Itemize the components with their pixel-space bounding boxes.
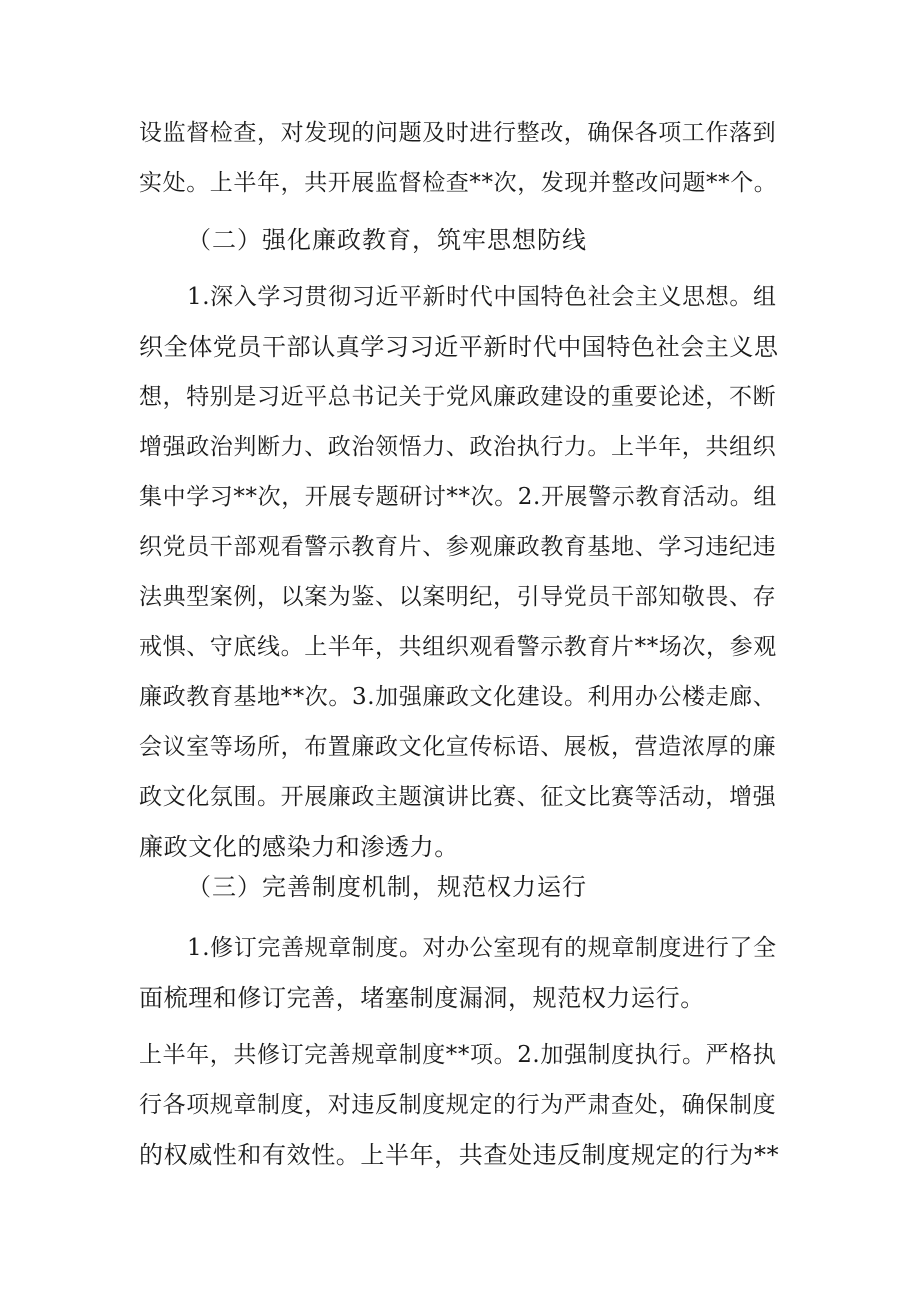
body-text-line: 织全体党员干部认真学习习近平新时代中国特色社会主义思 [139, 333, 779, 361]
body-text-line: 戒惧、守底线。上半年，共组织观看警示教育片**场次，参观 [139, 634, 777, 660]
body-text-line: 面梳理和修订完善，堵塞制度漏洞，规范权力运行。 [139, 984, 705, 1012]
body-text-line: 的权威性和有效性。上半年，共查处违反制度规定的行为** [139, 1141, 780, 1169]
body-text-line: 行各项规章制度，对违反制度规定的行为严肃查处，确保制度 [139, 1092, 777, 1118]
body-text-line: 会议室等场所，布置廉政文化宣传标语、展板，营造浓厚的廉 [139, 734, 777, 760]
body-text-line: 廉政教育基地**次。3.加强廉政文化建设。利用办公楼走廊、 [139, 684, 777, 710]
body-text-line: 织党员干部观看警示教育片、参观廉政教育基地、学习违纪违 [139, 534, 777, 560]
body-text-line: 集中学习**次，开展专题研讨**次。2.开展警示教育活动。组 [139, 484, 777, 510]
body-text-line: 增强政治判断力、政治领悟力、政治执行力。上半年，共组织 [139, 434, 777, 460]
body-text-line: 实处。上半年，共开展监督检查**次，发现并整改问题**个。 [139, 170, 778, 196]
section-heading: （三）完善制度机制，规范权力运行 [187, 873, 587, 901]
body-text-line: 上半年，共修订完善规章制度**项。2.加强制度执行。严格执 [139, 1042, 777, 1068]
body-text-line: 想，特别是习近平总书记关于党风廉政建设的重要论述，不断 [139, 384, 777, 410]
body-text-line: 设监督检查，对发现的问题及时进行整改，确保各项工作落到 [139, 120, 777, 146]
body-text-line: 1.修订完善规章制度。对办公室现有的规章制度进行了全 [187, 935, 777, 961]
section-heading: （二）强化廉政教育，筑牢思想防线 [187, 226, 587, 254]
body-text-line: 1.深入学习贯彻习近平新时代中国特色社会主义思想。组 [187, 284, 777, 310]
body-text-line: 政文化氛围。开展廉政主题演讲比赛、征文比赛等活动，增强 [139, 784, 777, 810]
body-text-line: 法典型案例，以案为鉴、以案明纪，引导党员干部知敬畏、存 [139, 584, 777, 610]
body-text-line: 廉政文化的感染力和渗透力。 [139, 833, 459, 861]
